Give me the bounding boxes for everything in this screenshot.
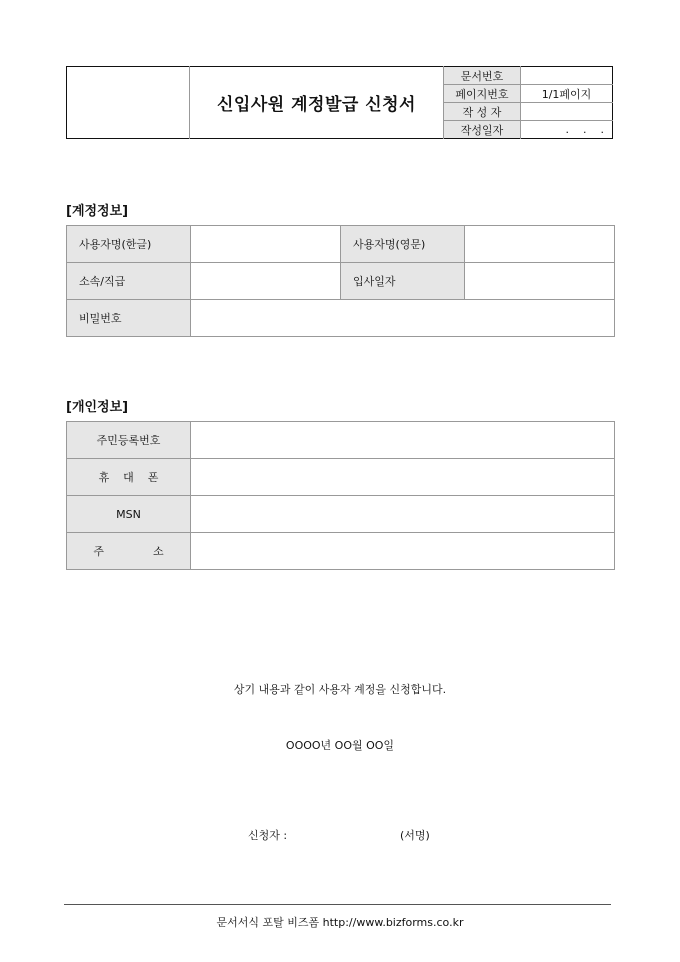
footer-divider bbox=[64, 904, 611, 905]
name-kr-label: 사용자명(한글) bbox=[67, 226, 191, 263]
document-header bbox=[66, 66, 613, 139]
personal-section-heading: [개인정보] bbox=[66, 400, 129, 415]
applicant-label: 신청자 : bbox=[248, 829, 288, 842]
name-kr-field[interactable] bbox=[191, 226, 341, 263]
name-en-label: 사용자명(영문) bbox=[341, 226, 465, 263]
author-label: 작 성 자 bbox=[444, 103, 521, 121]
logo-area bbox=[67, 67, 190, 139]
page-number-label: 페이지번호 bbox=[444, 85, 521, 103]
address-field[interactable] bbox=[191, 533, 615, 570]
application-statement: 상기 내용과 같이 사용자 계정을 신청합니다. bbox=[233, 683, 447, 696]
created-date-value[interactable]: . . . bbox=[565, 123, 604, 136]
resident-number-label: 주민등록번호 bbox=[67, 422, 191, 459]
msn-label: MSN bbox=[67, 496, 191, 533]
page-number-value: 1/1페이지 bbox=[521, 85, 613, 103]
account-info-table bbox=[66, 225, 615, 337]
account-section-heading: [계정정보] bbox=[66, 204, 129, 219]
doc-number-label: 문서번호 bbox=[444, 67, 521, 85]
doc-number-value[interactable] bbox=[521, 67, 613, 85]
dept-field[interactable] bbox=[191, 263, 341, 300]
join-date-field[interactable] bbox=[465, 263, 615, 300]
join-date-label: 입사일자 bbox=[341, 263, 465, 300]
address-label: 주 소 bbox=[67, 533, 191, 570]
footer-text: 문서서식 포탈 비즈폼 http://www.bizforms.co.kr bbox=[216, 916, 464, 929]
name-en-field[interactable] bbox=[465, 226, 615, 263]
created-date-label: 작성일자 bbox=[444, 121, 521, 139]
password-label: 비밀번호 bbox=[67, 300, 191, 337]
mobile-field[interactable] bbox=[191, 459, 615, 496]
document-title: 신입사원 계정발급 신청서 bbox=[190, 67, 444, 139]
msn-field[interactable] bbox=[191, 496, 615, 533]
signature-label: (서명) bbox=[400, 829, 430, 842]
author-value[interactable] bbox=[521, 103, 613, 121]
resident-number-field[interactable] bbox=[191, 422, 615, 459]
password-field[interactable] bbox=[191, 300, 615, 337]
mobile-label: 휴 대 폰 bbox=[67, 459, 191, 496]
application-date[interactable]: OOOO년 OO월 OO일 bbox=[285, 739, 395, 752]
dept-label: 소속/직급 bbox=[67, 263, 191, 300]
personal-info-table bbox=[66, 421, 615, 570]
